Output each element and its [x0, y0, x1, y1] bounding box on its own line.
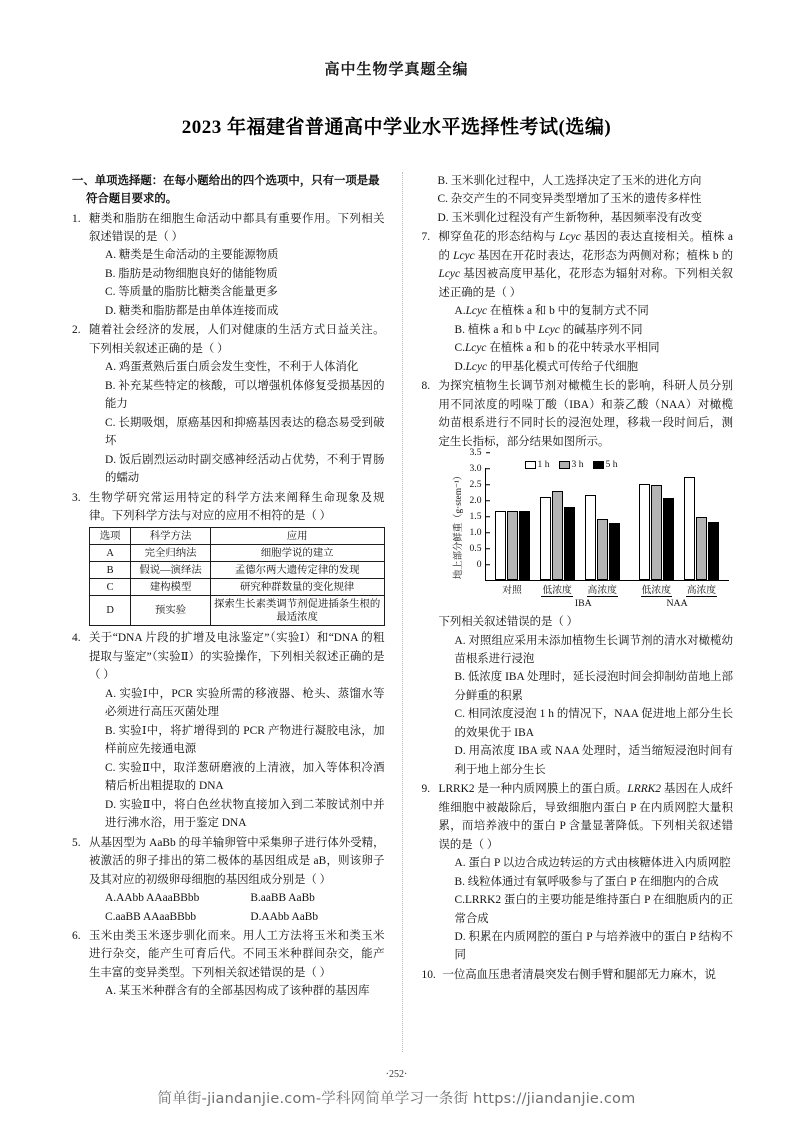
- question-4-option-b[interactable]: B. 实验Ⅰ中，将扩增得到的 PCR 产物进行凝胶电泳，加样前应先接通电源: [105, 724, 385, 756]
- bar-naa-low-3h: [651, 485, 662, 580]
- bar-control-5h: [519, 511, 530, 580]
- bar-group-naa-high: [679, 468, 724, 580]
- bar-control-3h: [507, 511, 518, 580]
- bar-group-iba-high: [580, 468, 625, 580]
- page-title: 2023 年福建省普通高中学业水平选择性考试(选编): [181, 117, 612, 138]
- table-header-application: 应用: [210, 528, 384, 545]
- y-tick-10: 1.0: [470, 525, 486, 541]
- question-7-option-a[interactable]: A.Lcyc 在植株 a 和 b 中的复制方式不同: [454, 305, 649, 318]
- x-label-control: 对照: [502, 585, 522, 597]
- question-9-stem: LRRK2 是一种内质网膜上的蛋白质。LRRK2 基因在人成纤维细胞中被敲除后，导致细胞内蛋白 P 在内质网腔大量积累，而培养液中的蛋白 P 含量显著降低。下列相关叙述错误的是（ ）: [438, 783, 733, 851]
- section-heading-line2: 符合题目要求的。: [86, 193, 178, 206]
- table-row: [90, 596, 385, 626]
- table-cell-application-a: 细胞学说的建立: [210, 545, 384, 562]
- question-1-stem: 糖类和脂肪在细胞生命活动中都具有重要作用。下列相关叙述错误的是（ ）: [89, 212, 385, 243]
- two-column-body: [72, 172, 733, 1052]
- question-2-option-b[interactable]: B. 补充某些特定的核酸，可以增强机体修复受损基因的能力: [105, 379, 385, 411]
- question-2-stem: 随着社会经济的发展，人们对健康的生活方式日益关注。下列相关叙述正确的是（ ）: [89, 324, 385, 355]
- question-6-option-c[interactable]: C. 杂交产生的不同变异类型增加了玉米的遗传多样性: [437, 193, 702, 206]
- question-1-number: 1.: [72, 212, 81, 225]
- table-cell-option-b: B: [90, 562, 131, 579]
- right-column: [403, 172, 734, 1052]
- section-heading-line1: 一、单项选择题：在每小题给出的四个选项中，只有一项是最: [72, 175, 380, 187]
- question-6: [72, 927, 385, 1001]
- question-7: [422, 228, 734, 376]
- question-2-option-d[interactable]: D. 饭后剧烈运动时副交感神经活动占优势，不利于胃肠的蠕动: [105, 453, 385, 485]
- question-1-option-a[interactable]: A. 糖类是生命活动的主要能源物质: [105, 249, 279, 262]
- table-cell-method-b: 假说—演绎法: [131, 562, 211, 579]
- question-8-option-c[interactable]: C. 相同浓度浸泡 1 h 的情况下，NAA 促进地上部分生长的效果优于 IBA: [454, 708, 733, 739]
- table-cell-method-a: 完全归纳法: [131, 545, 211, 562]
- bar-iba-low-3h: [552, 491, 563, 580]
- y-tick-05: 0.5: [470, 541, 486, 557]
- bar-iba-high-5h: [609, 523, 620, 580]
- chart-y-axis-label: 地上部分鲜重（g·stem⁻¹）: [453, 470, 464, 580]
- x-label-naa-low: 低浓度: [641, 585, 672, 597]
- question-9-option-d[interactable]: D. 积累在内质网腔的蛋白 P 与培养液中的蛋白 P 结构不同: [454, 931, 733, 962]
- legend-item-3h: [559, 457, 584, 473]
- bar-iba-high-3h: [597, 519, 608, 580]
- table-cell-application-d: 探索生长素类调节剂促进插条生根的最适浓度: [210, 596, 384, 626]
- question-3: [72, 489, 385, 629]
- page-number: ·252·: [385, 1069, 408, 1080]
- y-tick-25: 2.5: [470, 477, 486, 493]
- question-9-option-a[interactable]: A. 蛋白 P 以边合成边转运的方式由核糖体进入内质网腔: [454, 857, 731, 870]
- question-8-option-d[interactable]: D. 用高浓度 IBA 或 NAA 处理时，适当缩短浸泡时间有利于地上部分生长: [454, 745, 733, 776]
- bar-naa-high-5h: [708, 522, 719, 580]
- group-label-naa: NAA: [666, 598, 688, 610]
- question-5-option-row-1: [89, 889, 385, 907]
- y-tick-15: 1.5: [470, 509, 486, 525]
- question-5-option-a[interactable]: A.AAbb AAaaBBbb: [105, 892, 200, 905]
- question-8: [422, 377, 734, 779]
- question-5-number: 5.: [72, 836, 81, 849]
- left-column: [72, 172, 403, 1052]
- question-4-option-a[interactable]: A. 实验Ⅰ中，PCR 实验所需的移液器、枪头、蒸馏水等必须进行高压灭菌处理: [105, 687, 385, 719]
- question-6-stem: 玉米由类玉米逐步驯化而来。用人工方法将玉米和类玉米进行杂交，能产生可育后代。不同玉米种群间杂交，能产生丰富的变异类型。下列相关叙述错误的是（ ）: [89, 929, 385, 979]
- question-9: [422, 780, 734, 965]
- question-4: [72, 629, 385, 832]
- table-cell-method-c: 建构模型: [131, 579, 211, 596]
- legend-item-1h: [525, 457, 550, 473]
- table-cell-application-c: 研究种群数量的变化规律: [210, 579, 384, 596]
- running-head: 高中生物学真题全编: [324, 62, 469, 78]
- question-6-option-b[interactable]: B. 玉米驯化过程中，人工选择决定了玉米的进化方向: [437, 175, 702, 187]
- x-label-iba-low: 低浓度: [542, 585, 572, 597]
- question-10: [422, 966, 734, 984]
- table-header-method: 科学方法: [131, 528, 211, 545]
- question-6-number: 6.: [72, 929, 81, 942]
- question-7-number: 7.: [421, 231, 431, 244]
- question-1-option-d[interactable]: D. 糖类和脂肪都是由单体连接而成: [105, 304, 279, 317]
- question-1: [72, 210, 385, 321]
- bar-iba-low-5h: [564, 507, 575, 580]
- question-3-stem: 生物学研究常运用特定的科学方法来阐释生命现象及规律。下列科学方法与对应的应用不相符的是（ ）: [89, 491, 385, 522]
- question-8-option-b[interactable]: B. 低浓度 IBA 处理时，延长浸泡时间会抑制幼苗地上部分鲜重的积累: [454, 671, 733, 702]
- question-1-option-c[interactable]: C. 等质量的脂肪比糖类含能量更多: [105, 286, 278, 299]
- chart-group-labels: [485, 596, 730, 612]
- section-heading: [72, 172, 385, 209]
- science-method-table: [89, 527, 385, 626]
- question-8-stem-continued: 下列相关叙述错误的是（ ）: [438, 616, 579, 629]
- question-10-number: 10.: [421, 968, 436, 981]
- bar-naa-low-1h: [639, 484, 650, 580]
- legend-swatch-5h-icon: [593, 461, 604, 469]
- bar-naa-low-5h: [663, 498, 674, 580]
- table-cell-method-d: 预实验: [131, 596, 211, 626]
- question-6-option-a[interactable]: A. 某玉米种群含有的全部基因构成了该种群的基因库: [105, 985, 370, 998]
- group-label-iba: IBA: [574, 598, 592, 610]
- legend-item-5h: [593, 457, 618, 473]
- question-3-number: 3.: [72, 491, 81, 504]
- watermark: 简单街-jiandanjie.com-学科网简单学习一条街 https://jiandanjie.com: [157, 1091, 636, 1107]
- chart-bar-groups: [486, 468, 730, 580]
- bar-naa-high-3h: [696, 517, 707, 580]
- question-5-stem: 从基因型为 AaBb 的母羊输卵管中采集卵子进行体外受精，被激活的卵子排出的第二极体的基因组成是 aB，则该卵子及其对应的初级卵母细胞的基因组成分别是（ ）: [89, 836, 385, 886]
- table-row: [90, 562, 385, 579]
- question-5-option-b[interactable]: B.aaBB AaBb: [250, 892, 315, 905]
- question-2-number: 2.: [72, 324, 81, 337]
- bar-iba-low-1h: [540, 497, 551, 580]
- question-10-stem: 一位高血压患者清晨突发右侧手臂和腿部无力麻木，说: [442, 968, 716, 981]
- question-5-option-c[interactable]: C.aaBB AAaaBBbb: [105, 910, 197, 923]
- table-cell-option-d: D: [90, 596, 131, 626]
- question-7-option-c[interactable]: C.Lcyc 在植株 a 和 b 的花中转录水平相同: [454, 342, 660, 355]
- table-cell-option-a: A: [90, 545, 131, 562]
- y-tick-0: 0: [477, 557, 486, 573]
- y-tick-20: 2.0: [470, 493, 486, 509]
- table-cell-application-b: 孟德尔两大遗传定律的发现: [210, 562, 384, 579]
- x-label-naa-high: 高浓度: [686, 585, 717, 597]
- legend-label-5h: 5 h: [605, 459, 618, 471]
- table-cell-option-c: C: [90, 579, 131, 596]
- question-5: [72, 834, 385, 926]
- question-1-option-b[interactable]: B. 脂肪是动物细胞良好的储能物质: [105, 267, 278, 280]
- question-7-option-d[interactable]: D.Lcyc 的甲基化模式可传给子代细胞: [454, 360, 639, 373]
- bar-iba-high-1h: [585, 495, 596, 580]
- y-tick-35: 3.5: [470, 445, 486, 461]
- question-4-option-d[interactable]: D. 实验Ⅱ中，将白色丝状物直接加入到二苯胺试剂中并进行沸水浴，用于鉴定 DNA: [105, 798, 385, 830]
- legend-swatch-3h-icon: [559, 461, 570, 469]
- question-2-option-a[interactable]: A. 鸡蛋煮熟后蛋白质会发生变性，不利于人体消化: [105, 361, 359, 374]
- table-header-option: 选项: [90, 528, 131, 545]
- question-9-option-b[interactable]: B. 线粒体通过有氧呼吸参与了蛋白 P 在细胞内的合成: [454, 875, 719, 888]
- question-2-option-c[interactable]: C. 长期吸烟，原癌基因和抑癌基因表达的稳态易受到破坏: [105, 416, 385, 448]
- question-8-stem: 为探究植物生长调节剂对橄榄生长的影响，科研人员分别用不同浓度的吲哚丁酸（IBA）和萘乙酸（NAA）对橄榄幼苗根系进行不同时长的浸泡处理，移栽一段时间后，测定生长指标，部分结果如图所示。: [438, 380, 733, 448]
- question-2: [72, 321, 385, 487]
- legend-swatch-1h-icon: [525, 461, 536, 469]
- question-9-option-c[interactable]: C.LRRK2 蛋白的主要功能是维持蛋白 P 在细胞质内的正常合成: [454, 894, 733, 925]
- bar-group-control: [491, 468, 536, 580]
- question-6-option-d[interactable]: D. 玉米驯化过程没有产生新物种，基因频率没有改变: [437, 211, 703, 224]
- y-tick-30: 3.0: [470, 461, 486, 477]
- legend-label-3h: 3 h: [571, 459, 584, 471]
- question-9-number: 9.: [421, 783, 431, 796]
- question-8-number: 8.: [421, 380, 431, 393]
- question-7-stem: 柳穿鱼花的形态结构与 Lcyc 基因的表达直接相关。植株 a 的 Lcyc 基因在开花时表达，花形态为两侧对称；植株 b 的 Lcyc 基因被高度甲基化，花形态为辐射对称。下列相关叙述正确的是（ ）: [438, 231, 733, 299]
- growth-regulator-bar-chart: [439, 446, 734, 610]
- bar-naa-high-1h: [684, 477, 695, 580]
- table-row: [90, 579, 385, 596]
- bar-control-1h: [495, 511, 506, 580]
- x-label-iba-high: 高浓度: [587, 585, 617, 597]
- bar-group-iba-low: [535, 468, 580, 580]
- question-5-option-d[interactable]: D.AAbb AaBb: [250, 910, 319, 923]
- question-8-option-a[interactable]: A. 对照组应采用未添加植物生长调节剂的清水对橄榄幼苗根系进行浸泡: [454, 634, 733, 665]
- table-header-row: [90, 528, 385, 545]
- chart-legend: [525, 457, 618, 473]
- legend-label-1h: 1 h: [537, 459, 550, 471]
- question-4-stem: 关于“DNA 片段的扩增及电泳鉴定”（实验Ⅰ）和“DNA 的粗提取与鉴定”（实验Ⅱ）的实验操作，下列相关叙述正确的是（ ）: [89, 632, 385, 682]
- question-5-option-row-2: [89, 908, 385, 926]
- table-row: [90, 545, 385, 562]
- question-7-option-b[interactable]: B. 植株 a 和 b 中 Lcyc 的碱基序列不同: [454, 323, 643, 336]
- question-4-number: 4.: [72, 632, 81, 645]
- question-4-option-c[interactable]: C. 实验Ⅱ中，取洋葱研磨液的上清液，加入等体积冷酒精后析出粗提取的 DNA: [105, 761, 385, 793]
- bar-group-naa-low: [634, 468, 679, 580]
